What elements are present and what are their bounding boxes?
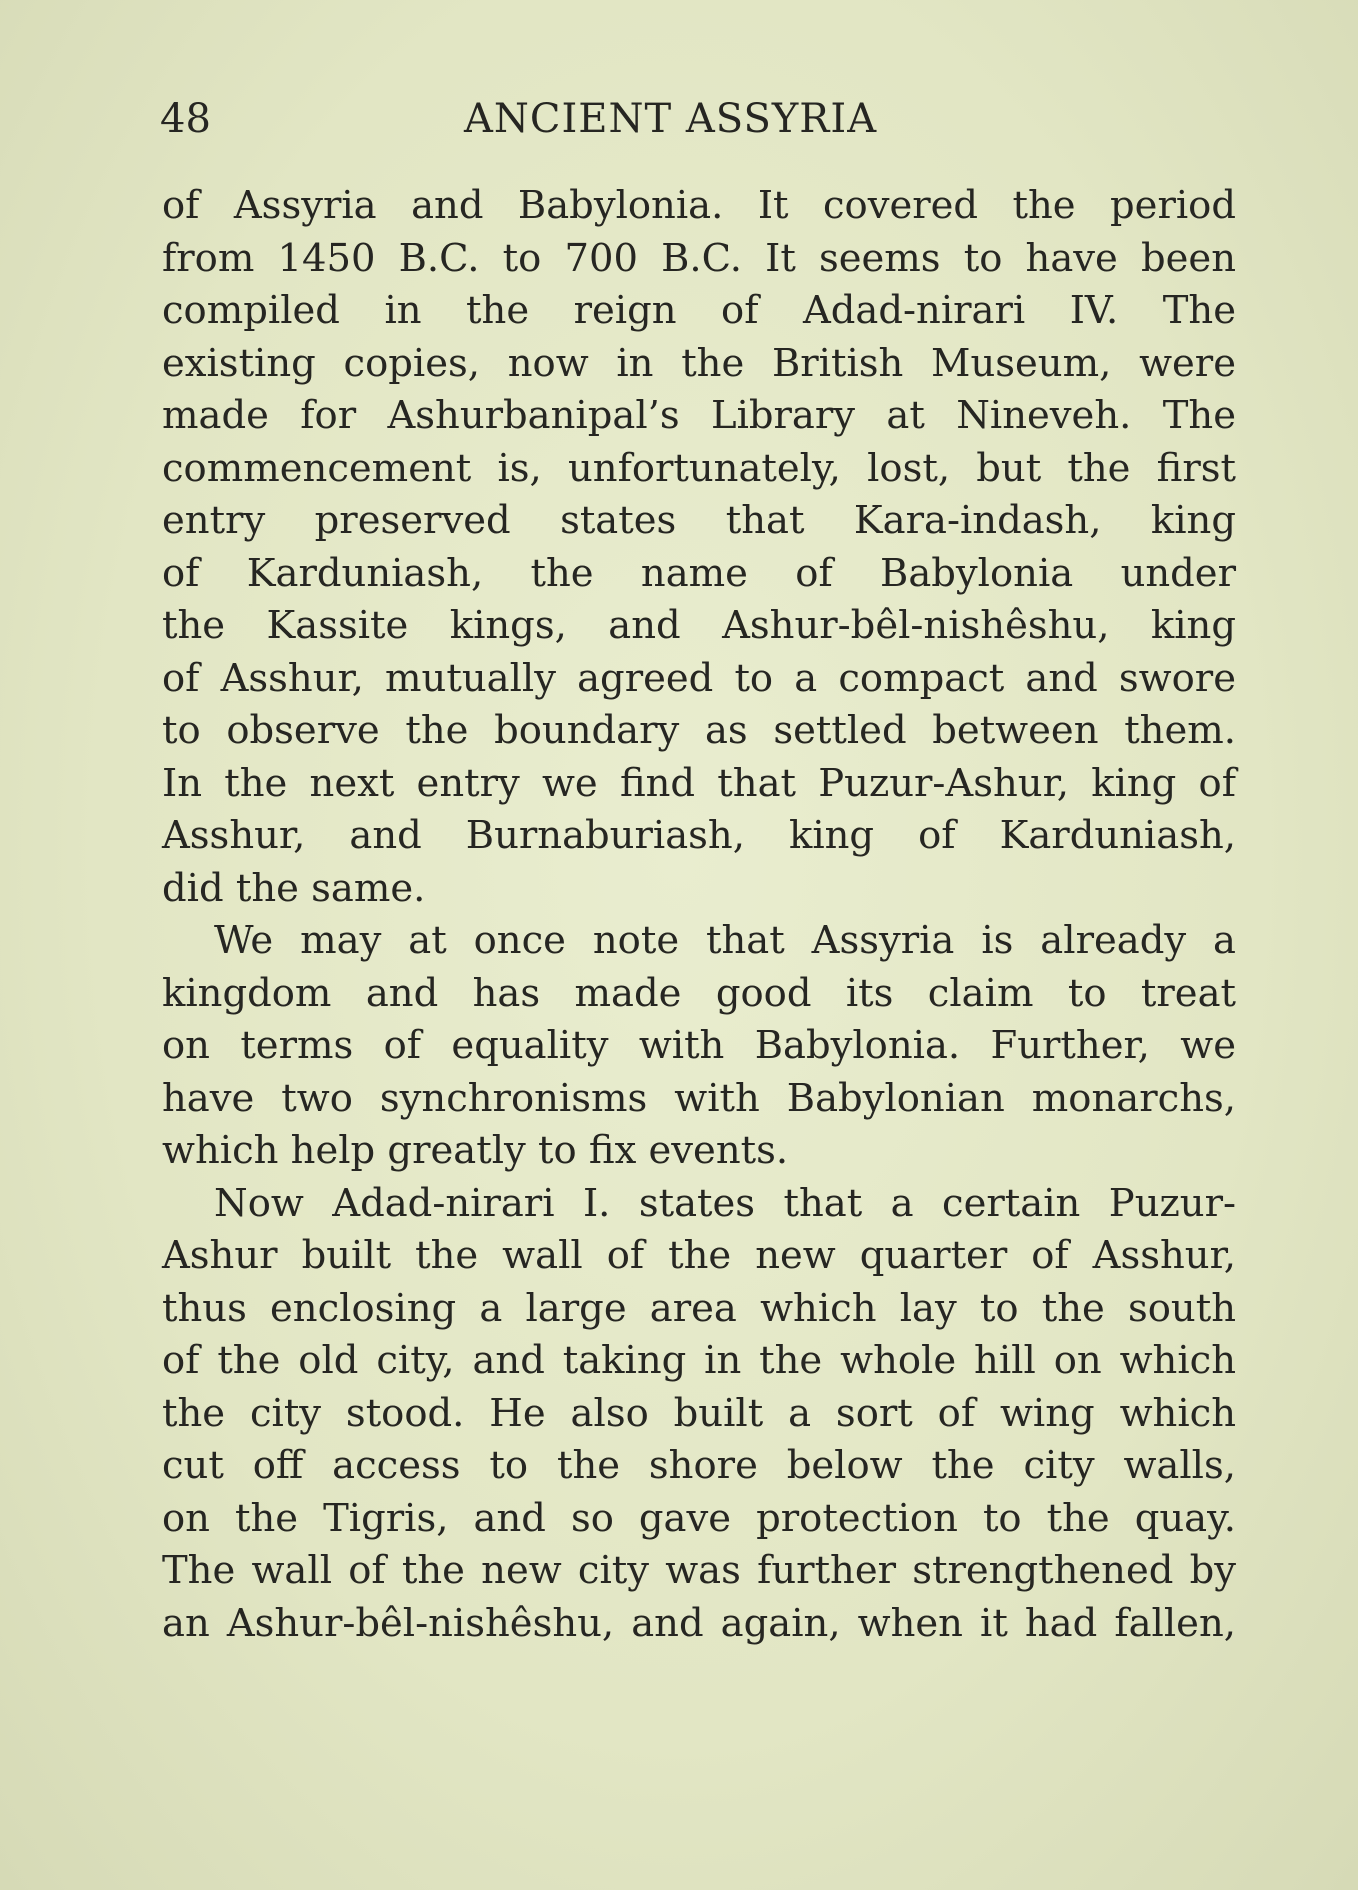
text-line: entry preserved states that Kara-indash, king <box>162 498 1236 543</box>
text-line: which help greatly to fix events. <box>162 1128 789 1173</box>
text-line: kingdom and has made good its claim to treat <box>162 970 1236 1016</box>
text-line: compiled in the reign of Adad-nirari IV. The <box>162 288 1236 333</box>
text-line: have two synchronisms with Babylonian monarchs, <box>162 1075 1236 1121</box>
page-number: 48 <box>160 96 211 142</box>
text-line: did the same. <box>162 865 426 911</box>
text-line: commencement is, unfortunately, lost, but the first <box>162 445 1236 491</box>
paragraph-1 <box>162 180 1236 915</box>
text-line: of the old city, and taking in the whole hill on which <box>162 1338 1236 1383</box>
text-line: the Kassite kings, and Ashur-bêl-nishêshu, king <box>162 603 1236 648</box>
text-line: thus enclosing a large area which lay to the south <box>162 1285 1236 1331</box>
text-line: We may at once note that Assyria is already a <box>214 918 1236 963</box>
text-line: of Asshur, mutually agreed to a compact and swore <box>162 655 1236 701</box>
text-line: to observe the boundary as settled between them. <box>162 708 1236 753</box>
paragraph-2 <box>162 915 1236 1178</box>
text-line: on the Tigris, and so gave protection to the quay. <box>162 1495 1236 1541</box>
page-header <box>160 94 1240 144</box>
text-line: Ashur built the wall of the new quarter of Asshur, <box>162 1233 1236 1278</box>
text-line: an Ashur-bêl-nishêshu, and again, when it had fallen, <box>162 1600 1236 1646</box>
text-line: cut off access to the shore below the city walls, <box>162 1443 1236 1488</box>
text-line: existing copies, now in the British Museum, were <box>162 340 1236 386</box>
text-line: Now Adad-nirari I. states that a certain Puzur- <box>214 1180 1236 1226</box>
paragraph-3 <box>162 1178 1236 1651</box>
running-head: ANCIENT ASSYRIA <box>464 96 878 142</box>
text-line: made for Ashurbanipal’s Library at Nineveh. The <box>162 393 1236 438</box>
text-line: from 1450 B.C. to 700 B.C. It seems to have been <box>162 235 1236 281</box>
text-line: the city stood. He also built a sort of wing which <box>162 1390 1236 1436</box>
text-line: of Karduniash, the name of Babylonia under <box>162 550 1236 596</box>
text-line: In the next entry we find that Puzur-Ashur, king of <box>162 760 1236 806</box>
text-line: of Assyria and Babylonia. It covered the period <box>162 183 1236 228</box>
text-line: on terms of equality with Babylonia. Further, we <box>162 1023 1236 1068</box>
text-line: The wall of the new city was further strengthened by <box>162 1548 1236 1593</box>
text-line: Asshur, and Burnaburiash, king of Karduniash, <box>162 813 1236 858</box>
body-text <box>162 180 1236 1650</box>
